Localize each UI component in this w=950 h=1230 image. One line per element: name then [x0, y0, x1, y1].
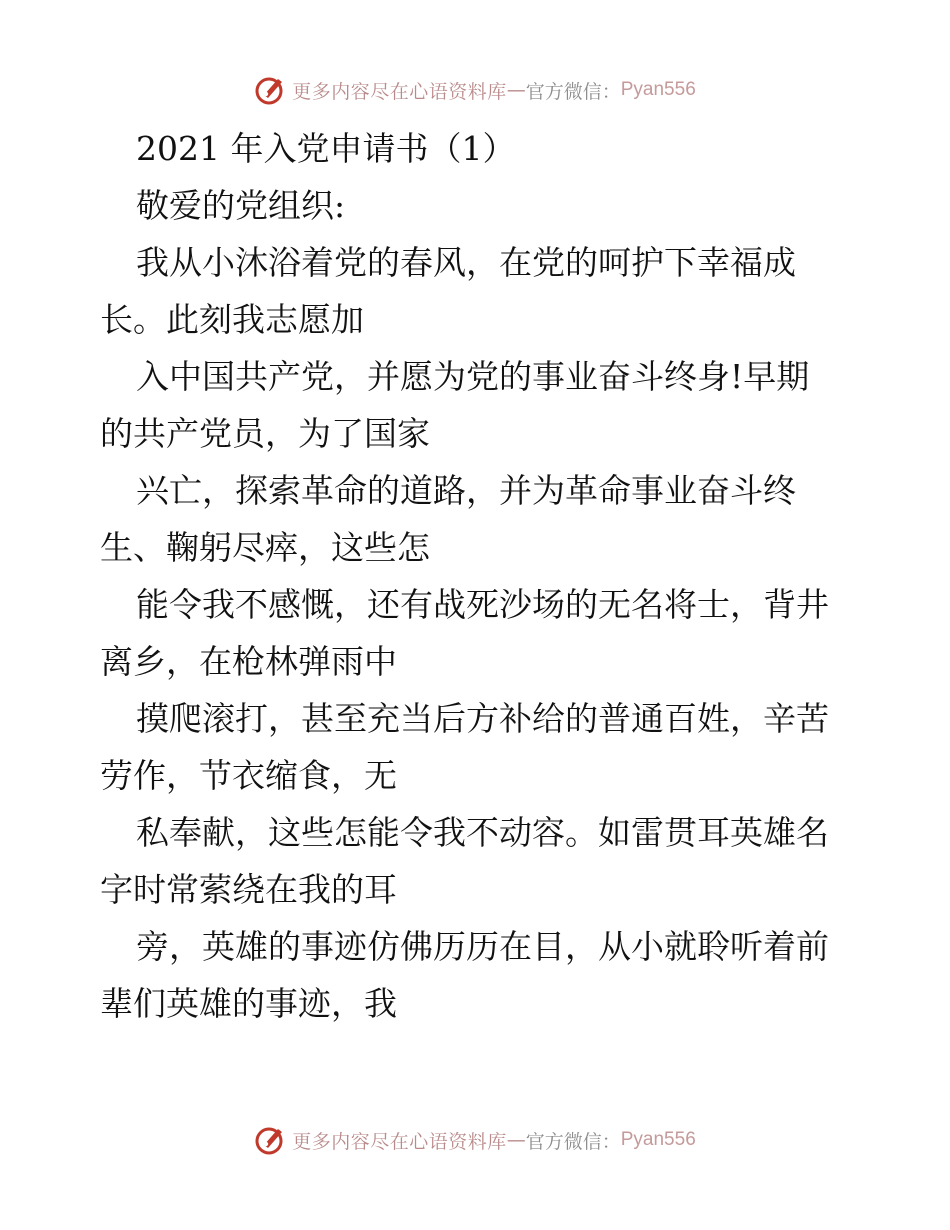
- banner-official-label: 官方微信：: [525, 80, 621, 103]
- header-banner: [0, 70, 950, 110]
- paragraph-line: 入中国共产党，并愿为党的事业奋斗终身!早期: [136, 357, 810, 396]
- paragraph-line: 兴亡，探索革命的道路，并为革命事业奋斗终: [136, 471, 796, 510]
- paragraph-line: 我从小沐浴着党的春风，在党的呵护下幸福成: [136, 243, 796, 282]
- banner-wechat-id: Pyan556: [620, 1129, 696, 1150]
- banner-wechat-id: Pyan556: [620, 79, 696, 100]
- paragraph-line: 能令我不感慨，还有战死沙场的无名将士，背井: [136, 585, 829, 624]
- pen-logo-icon: [254, 1123, 288, 1157]
- paragraph-line: 摸爬滚打，甚至充当后方补给的普通百姓，辛苦: [136, 699, 829, 738]
- banner-dash: —: [506, 79, 526, 101]
- paragraph-line: 长。此刻我志愿加: [100, 300, 364, 339]
- paragraph-line: 辈们英雄的事迹，我: [100, 984, 397, 1023]
- paragraph-line: 劳作，节衣缩食，无: [100, 756, 397, 795]
- document-title: 2021 年入党申请书（1）: [136, 129, 516, 168]
- paragraph-line: 离乡，在枪林弹雨中: [100, 642, 397, 681]
- paragraph-line: 旁，英雄的事迹仿佛历历在目，从小就聆听着前: [136, 927, 829, 966]
- footer-banner: [0, 1120, 950, 1160]
- document-body: [100, 120, 860, 1032]
- paragraph-line: 字时常萦绕在我的耳: [100, 870, 397, 909]
- banner-main-text: 更多内容尽在心语资料库: [292, 1130, 507, 1153]
- banner-dash: —: [506, 1129, 526, 1151]
- paragraph-line: 的共产党员，为了国家: [100, 414, 430, 453]
- pen-logo-icon: [254, 73, 288, 107]
- banner-main-text: 更多内容尽在心语资料库: [292, 80, 507, 103]
- paragraph-line: 生、鞠躬尽瘁，这些怎: [100, 528, 430, 567]
- paragraph-line: 私奉献，这些怎能令我不动容。如雷贯耳英雄名: [136, 813, 829, 852]
- banner-official-label: 官方微信：: [525, 1130, 621, 1153]
- salutation: 敬爱的党组织:: [136, 186, 346, 225]
